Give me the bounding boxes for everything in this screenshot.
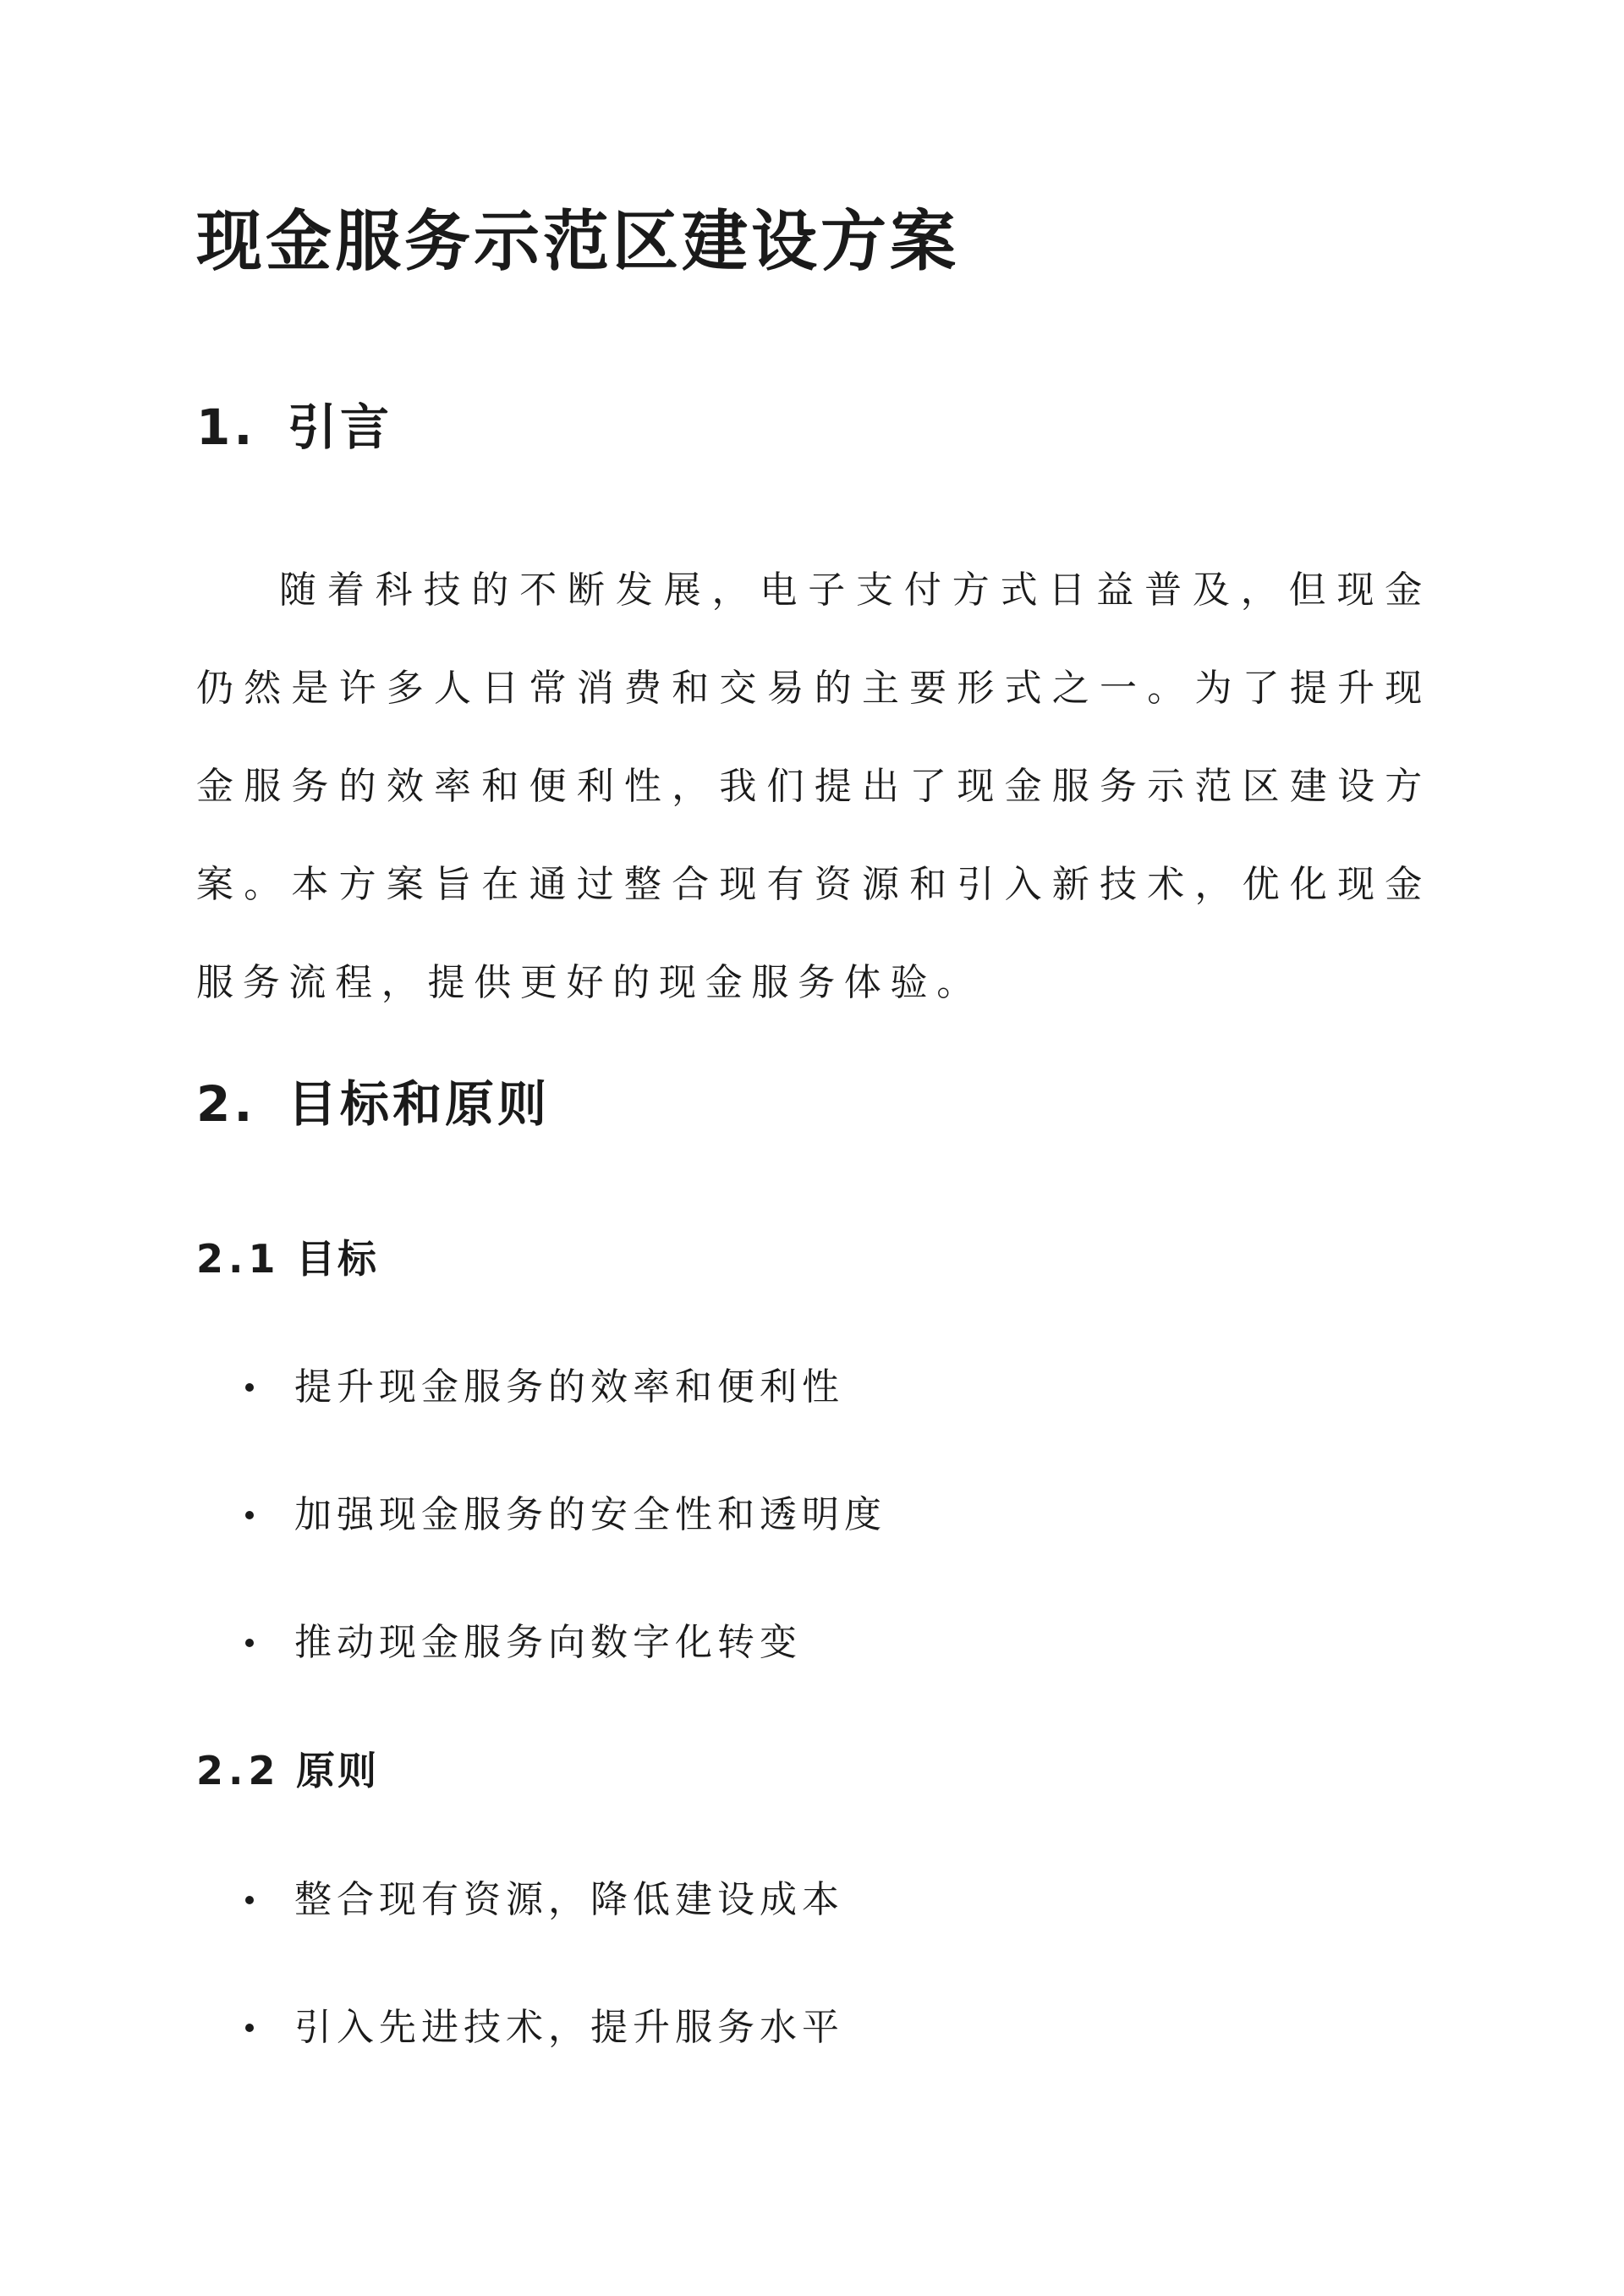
introduction-paragraph: 随着科技的不断发展，电子支付方式日益普及，但现金仍然是许多人日常消费和交易的主要形式之一。为了提升现金服务的效率和便利性，我们提出了现金服务示范区建设方案。本方案旨在通过整合现有资源和引入新技术，优化现金服务流程，提供更好的现金服务体验。 [196, 569, 1431, 1004]
list-item [245, 1619, 802, 1667]
section-number: 1. [196, 398, 256, 456]
bullet-icon [245, 1383, 254, 1392]
list-item [245, 1364, 844, 1411]
list-item-text: 推动现金服务向数字化转变 [294, 1621, 802, 1664]
subsection-title: 原则 [296, 1748, 379, 1793]
bullet-icon [245, 1511, 254, 1519]
list-item-text: 引入先进技术，提升服务水平 [294, 2006, 844, 2049]
section-title: 目标和原则 [288, 1075, 551, 1133]
list-item [245, 1876, 844, 1924]
subsection-number: 2.2 [196, 1748, 281, 1793]
bullet-icon [245, 2024, 254, 2032]
subsection-heading-goals [196, 1235, 379, 1283]
list-item [245, 2004, 844, 2052]
list-item [245, 1491, 886, 1539]
list-item-text: 加强现金服务的安全性和透明度 [294, 1493, 886, 1536]
list-item-text: 整合现有资源，降低建设成本 [294, 1878, 844, 1921]
subsection-heading-principles [196, 1747, 379, 1794]
section-title: 引言 [288, 398, 393, 456]
section-heading-goals-principles [196, 1074, 550, 1134]
subsection-number: 2.1 [196, 1236, 281, 1282]
bullet-icon [245, 1896, 254, 1904]
bullet-icon [245, 1639, 254, 1647]
section-heading-introduction [196, 398, 392, 457]
document-title: 现金服务示范区建设方案 [196, 204, 960, 280]
subsection-title: 目标 [296, 1236, 379, 1282]
list-item-text: 提升现金服务的效率和便利性 [294, 1365, 844, 1409]
section-number: 2. [196, 1075, 256, 1133]
